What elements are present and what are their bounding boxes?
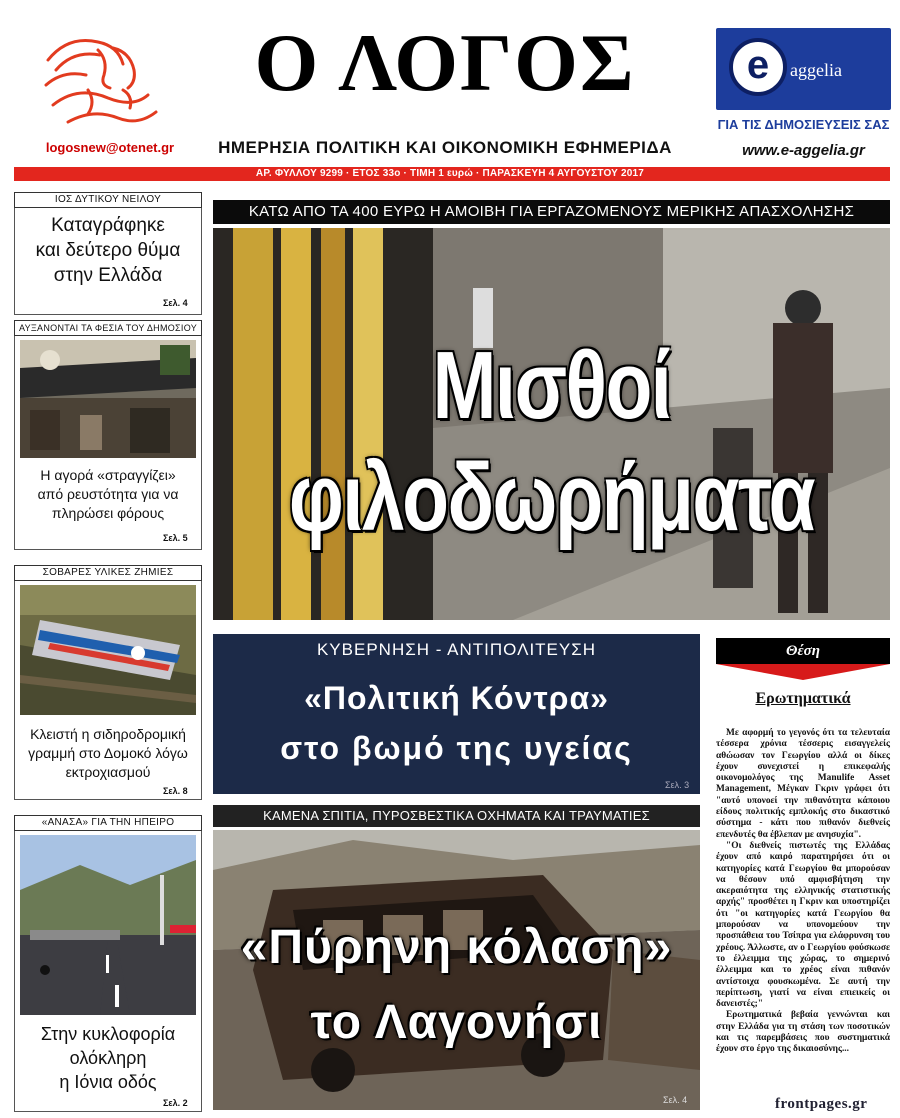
- story-kicker: ΣΟΒΑΡΕΣ ΥΛΙΚΕΣ ΖΗΜΙΕΣ: [14, 565, 202, 581]
- story-headline-line: γραμμή στο Δομοκό λόγω: [28, 745, 188, 761]
- derailed-train-photo: [20, 585, 196, 715]
- story-headline: [16, 213, 200, 288]
- newspaper-subtitle: ΗΜΕΡΗΣΙΑ ΠΟΛΙΤΙΚΗ ΚΑΙ ΟΙΚΟΝΟΜΙΚΗ ΕΦΗΜΕΡΙΔΑ: [218, 138, 672, 157]
- story-page-ref: Σελ. 5: [163, 533, 188, 543]
- ad-brand-e: e: [746, 43, 770, 87]
- greek-faces-emblem-icon: [38, 30, 163, 135]
- fire-headline-2: το Λαγονήσι: [310, 996, 603, 1049]
- story-headline-line: η Ιόνια οδός: [59, 1072, 157, 1092]
- issue-line: ΑΡ. ΦΥΛΛΟΥ 9299 · ΕΤΟΣ 33ο · ΤΙΜΗ 1 ευρώ · ΠΑΡΑΣΚΕΥΗ 4 ΑΥΓΟΥΣΤΟΥ 2017: [255, 168, 645, 179]
- story-headline-line: εκτροχιασμού: [65, 764, 151, 780]
- opinion-arrow-icon: [716, 664, 890, 680]
- contact-email[interactable]: logosnew@otenet.gr: [45, 140, 175, 155]
- story-page-ref: Σελ. 4: [163, 298, 188, 308]
- story-headline-line: από ρευστότητα για να: [37, 486, 179, 502]
- story-headline-line: στην Ελλάδα: [53, 265, 163, 286]
- story-kicker: ΙΟΣ ΔΥΤΙΚΟΥ ΝΕΙΛΟΥ: [14, 192, 202, 208]
- politics-page-ref: Σελ. 3: [665, 780, 690, 790]
- source-watermark: frontpages.gr: [775, 1096, 868, 1112]
- story-headline: [16, 466, 200, 523]
- politics-headline-1: «Πολιτική Κόντρα»: [304, 680, 609, 716]
- story-headline-line: Κλειστή η σιδηροδρομική: [30, 726, 186, 742]
- opinion-title: Ερωτηματικά: [755, 690, 851, 707]
- story-headline-line: Η αγορά «στραγγίζει»: [40, 467, 176, 483]
- lead-headline-line: Μισθοί: [432, 332, 671, 439]
- fire-kicker: ΚΑΜΕΝΑ ΣΠΙΤΙΑ, ΠΥΡΟΣΒΕΣΤΙΚΑ ΟΧΗΜΑΤΑ ΚΑΙ ΤΡΑΥΜΑΤΙΕΣ: [213, 805, 700, 827]
- story-headline-line: Στην κυκλοφορία: [40, 1024, 176, 1044]
- ad-brand-text: aggelia: [790, 60, 842, 80]
- story-headline: [16, 1022, 200, 1094]
- story-headline-line: πληρώσει φόρους: [51, 505, 165, 521]
- opinion-tab: Θέση: [716, 638, 890, 664]
- story-page-ref: Σελ. 8: [163, 786, 188, 796]
- market-cafe-photo: [20, 340, 196, 458]
- story-kicker: «ΑΝΑΣΑ» ΓΙΑ ΤΗΝ ΗΠΕΙΡΟ: [14, 815, 202, 831]
- story-kicker: ΑΥΞΑΝΟΝΤΑΙ ΤΑ ΦΕΣΙΑ ΤΟΥ ΔΗΜΟΣΙΟΥ: [14, 320, 202, 336]
- story-headline-line: Καταγράφηκε: [51, 215, 165, 236]
- story-page-ref: Σελ. 2: [163, 1098, 188, 1108]
- newspaper-title: Ο ΛΟΓΟΣ: [254, 17, 636, 108]
- story-headline: [16, 725, 200, 782]
- politics-kicker: ΚΥΒΕΡΝΗΣΗ - ΑΝΤΙΠΟΛΙΤΕΥΣΗ: [316, 640, 597, 659]
- e-aggelia-logo-icon: [729, 38, 787, 96]
- opinion-paragraph: Ερωτηματικά βεβαία γεννώνται και στην Ελλάδα για τη στάση των ποσοτικών και τις παρεμβάσεις που συστηματικά έχουν στο έργο της δικαιοσύνης...: [716, 1010, 890, 1055]
- politics-headline-2: στο βωμό της υγείας: [280, 730, 633, 766]
- ad-tagline: ΓΙΑ ΤΙΣ ΔΗΜΟΣΙΕΥΣΕΙΣ ΣΑΣ: [717, 117, 890, 132]
- story-headline-line: και δεύτερο θύμα: [35, 240, 181, 261]
- opinion-body: [716, 728, 890, 1056]
- ionia-road-photo: [20, 835, 196, 1015]
- lead-headline: [281, 330, 823, 554]
- opinion-paragraph: Με αφορμή το γεγονός ότι τα τελευταία τέσσερα χρόνια τέσσερις εισαγγελείς αθώωσαν τον Γεωργίου αλλά οι δίκες έχουν συνεχιστεί η επικεφαλής οικονομολόγος της Manulife Asset Management, Μέγκαν Γκριν γράφει ότι "αυτό υπονοεί την πιθανότητα κάποιου είδους πολιτικής εμπλοκής στο δικαστικό σύστημα - κάτι που πιθανόν διεθνείς επενδυτές θα έβλεπαν με ανησυχία".: [716, 728, 890, 840]
- lead-headline-line: φιλοδωρήματα: [288, 444, 815, 551]
- opinion-paragraph: "Οι διεθνείς πιστωτές της Ελλάδας έχουν από καιρό παρατηρήσει ότι οι κατηγορίες κατά Γεωργίου θα μπορούσαν να θέσουν υπό αμφισβήτηση την ακεραιότητα της ελληνικής στατιστικής αρχής" προσθέτει η Γκριν και υποστηρίζει ότι "οι κατηγορίες κατά Γεωργίου θα μπορούσαν να υπονομεύουν την προσπάθεια του Τσίπρα για ελάφρυνση του χρέους. Άλλωστε, αν ο Γεωργίου φούσκωσε το έλλειμμα της χώρας, το σημερινό έλλειμμα και το χρέος είναι πιθανόν αντίστοιχα φουσκωμένα. Σε αυτή την περίπτωση, γιατί να είναι επιεικείς οι δανειστές;": [716, 840, 890, 1010]
- fire-headline-1: «Πύρηνη κόλαση»: [240, 921, 673, 974]
- story-headline-line: ολόκληρη: [69, 1048, 147, 1068]
- lead-kicker: ΚΑΤΩ ΑΠΟ ΤΑ 400 ΕΥΡΩ Η ΑΜΟΙΒΗ ΓΙΑ ΕΡΓΑΖΟΜΕΝΟΥΣ ΜΕΡΙΚΗΣ ΑΠΑΣΧΟΛΗΣΗΣ: [213, 200, 890, 224]
- ad-url[interactable]: www.e-aggelia.gr: [742, 142, 865, 159]
- fire-page-ref: Σελ. 4: [663, 1095, 688, 1105]
